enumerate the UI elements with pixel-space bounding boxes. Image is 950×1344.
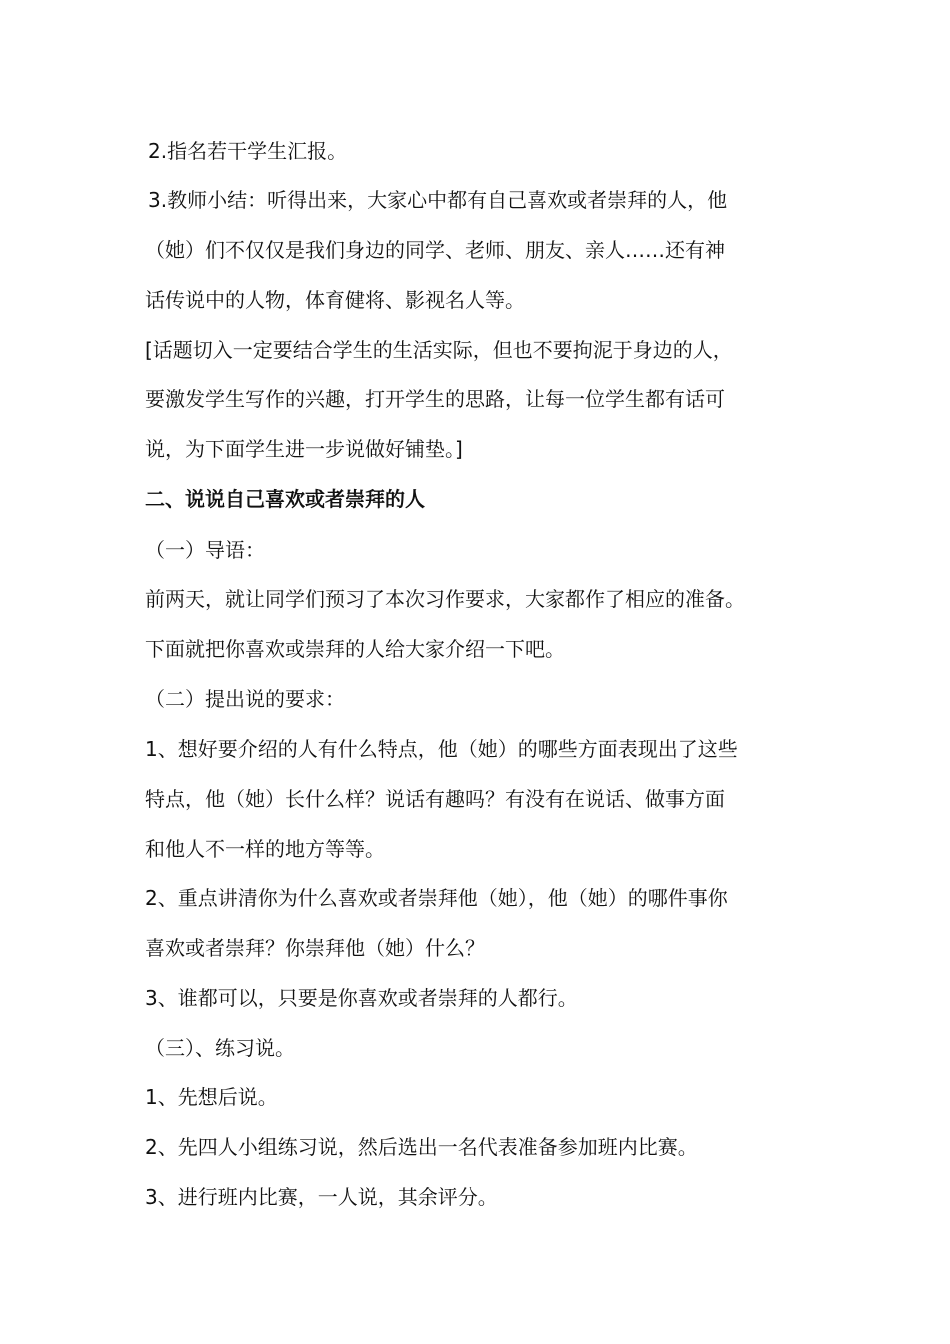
- text-line: 1、想好要介绍的人有什么特点，他（她）的哪些方面表现出了这些: [145, 737, 738, 761]
- text-line: 3.教师小结：听得出来，大家心中都有自己喜欢或者崇拜的人，他: [148, 188, 728, 212]
- text-line: 2、先四人小组练习说，然后选出一名代表准备参加班内比赛。: [145, 1135, 698, 1159]
- text-line: 2、重点讲清你为什么喜欢或者崇拜他（她），他（她）的哪件事你: [145, 886, 728, 910]
- subheading: （二）提出说的要求：: [145, 687, 345, 711]
- text-line: 和他人不一样的地方等等。: [145, 837, 385, 861]
- text-line: 特点，他（她）长什么样？说话有趣吗？有没有在说话、做事方面: [145, 787, 725, 811]
- text-line: 说，为下面学生进一步说做好铺垫。]: [145, 437, 463, 461]
- text-line: 前两天，就让同学们预习了本次习作要求，大家都作了相应的准备。: [145, 587, 745, 611]
- text-line: 喜欢或者崇拜？你崇拜他（她）什么？: [145, 936, 485, 960]
- text-line: 3、谁都可以，只要是你喜欢或者崇拜的人都行。: [145, 986, 578, 1010]
- subheading: （三）、练习说。: [145, 1036, 295, 1060]
- text-line: [话题切入一定要结合学生的生活实际，但也不要拘泥于身边的人，: [145, 338, 733, 362]
- text-line: 1、先想后说。: [145, 1085, 278, 1109]
- text-line: 话传说中的人物，体育健将、影视名人等。: [145, 288, 525, 312]
- text-line: 下面就把你喜欢或崇拜的人给大家介绍一下吧。: [145, 637, 565, 661]
- text-line: 3、进行班内比赛，一人说，其余评分。: [145, 1185, 498, 1209]
- text-line: （她）们不仅仅是我们身边的同学、老师、朋友、亲人……还有神: [145, 238, 725, 262]
- text-line: 要激发学生写作的兴趣，打开学生的思路，让每一位学生都有话可: [145, 387, 725, 411]
- section-heading: 二、说说自己喜欢或者崇拜的人: [145, 487, 425, 511]
- subheading: （一）导语：: [145, 538, 265, 562]
- text-line: 2.指名若干学生汇报。: [148, 139, 348, 163]
